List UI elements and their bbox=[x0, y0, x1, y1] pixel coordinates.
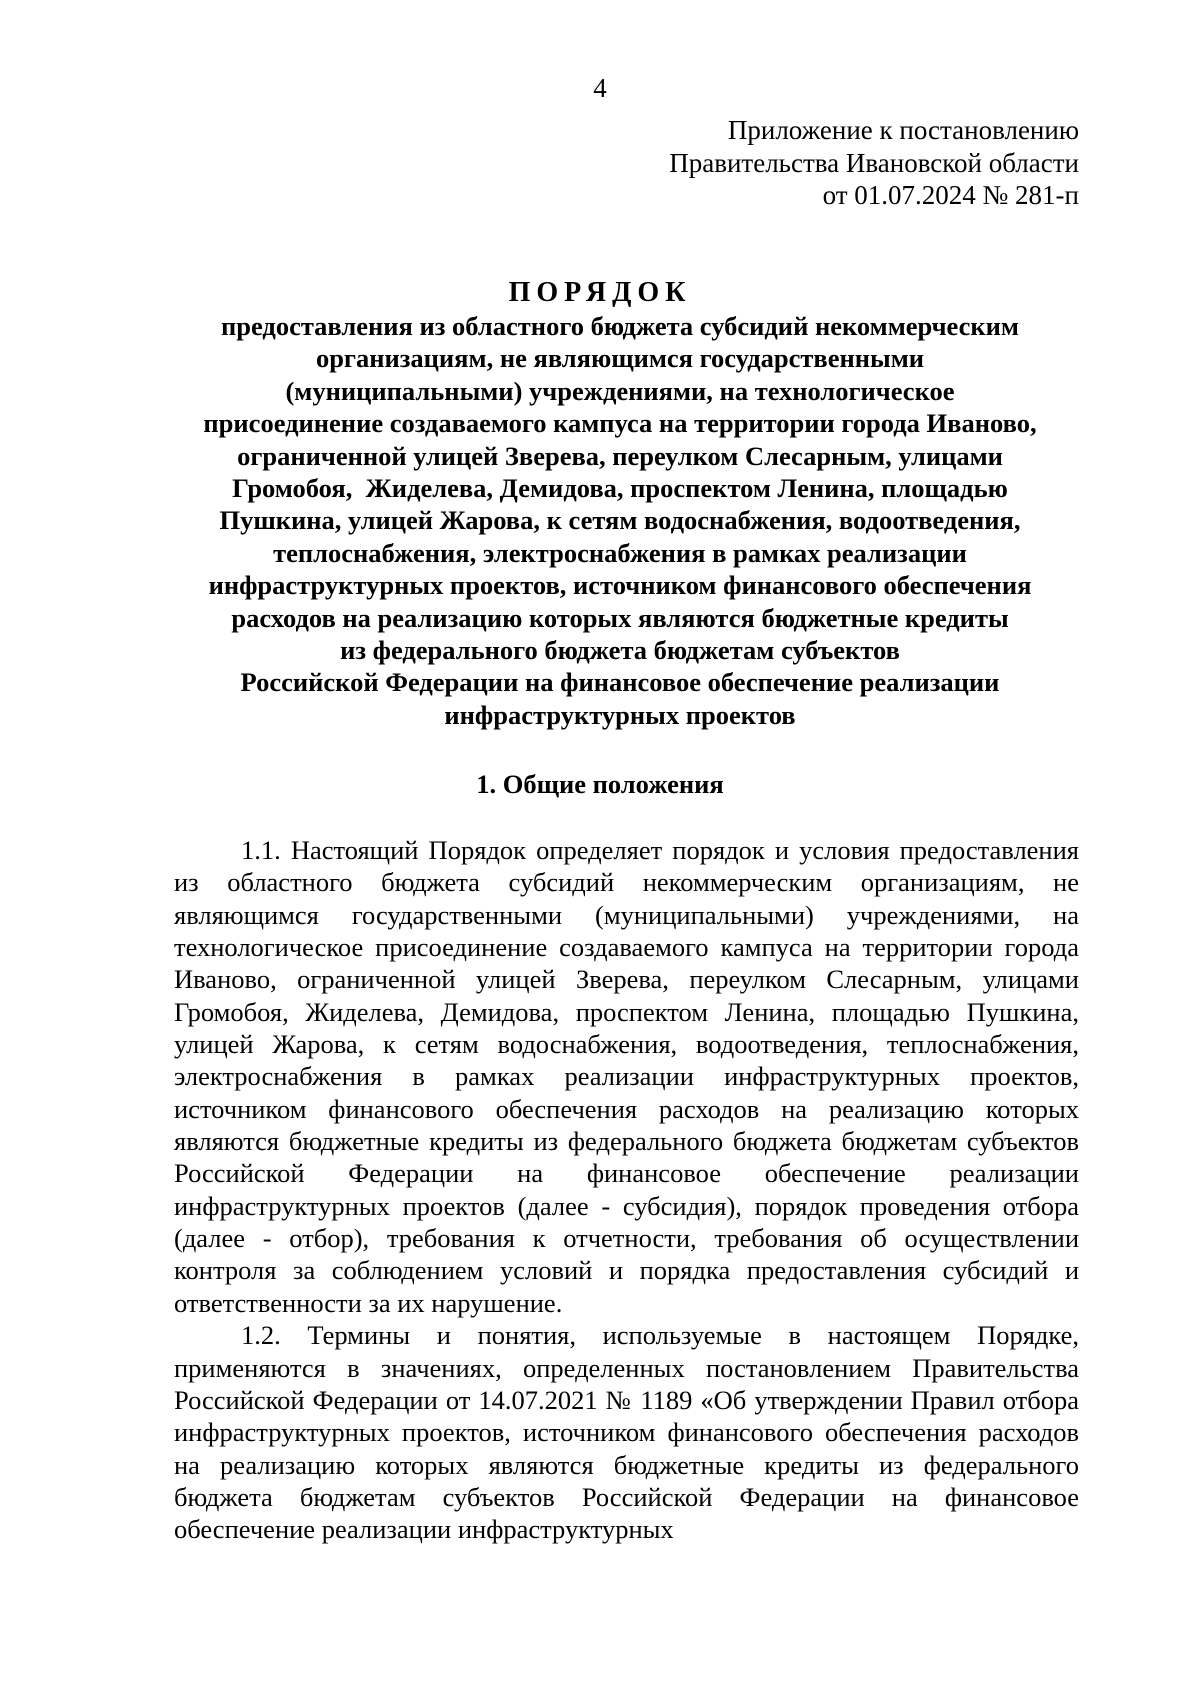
subtitle-line: Пушкина, улицей Жарова, к сетям водоснабжения, водоотведения, bbox=[219, 505, 1021, 536]
subtitle-line: присоединение создаваемого кампуса на территории города Иваново, bbox=[203, 408, 1037, 439]
paragraph-1-1: 1.1. Настоящий Порядок определяет порядок и условия предоставления из областного бюджета субсидий некоммерческим организациям, не являющимся государственными (муниципальными) учреждениями, на технологическое присоединение создаваемого кампуса на территории города Иваново, ограниченной улицей Зверева, переулком Слесарным, улицами Громобоя, Жиделева, Демидова, проспектом Ленина, площадью Пушкина, улицей Жарова, к сетям водоснабжения, водоотведения, теплоснабжения, электроснабжения в рамках реализации инфраструктурных проектов, источником финансового обеспечения расходов на реализацию которых являются бюджетные кредиты из федерального бюджета бюджетам субъектов Российской Федерации на финансовое обеспечение реализации инфраструктурных проектов (далее - субсидия), порядок проведения отбора (далее - отбор), требования к отчетности, требования об осуществлении контроля за соблюдением условий и порядка предоставления субсидий и ответственности за их нарушение. bbox=[174, 835, 1079, 1318]
subtitle-line: организациям, не являющимся государственными bbox=[315, 343, 925, 374]
paragraph-1-2: 1.2. Термины и понятия, используемые в настоящем Порядке, применяются в значениях, определенных постановлением Правительства Российской Федерации от 14.07.2021 № 1189 «Об утверждении Правил отбора инфраструктурных проектов, источником финансового обеспечения расходов на реализацию которых являются бюджетные кредиты из федерального бюджета бюджетам субъектов Российской Федерации на финансовое обеспечение реализации инфраструктурных bbox=[174, 1320, 1079, 1545]
subtitle-line: инфраструктурных проектов bbox=[444, 699, 796, 730]
subtitle-line: расходов на реализацию которых являются бюджетные кредиты bbox=[231, 602, 1009, 633]
appendix-reference bbox=[479, 114, 1079, 212]
subtitle-line: Громобоя, Жиделева, Демидова, проспектом Ленина, площадью bbox=[232, 473, 1008, 504]
section-body bbox=[174, 834, 1079, 1546]
subtitle-line: (муниципальными) учреждениями, на технологическое bbox=[285, 375, 955, 406]
subtitle-line: Российской Федерации на финансовое обеспечение реализации bbox=[240, 667, 1000, 698]
subtitle-line: теплоснабжения, электроснабжения в рамках реализации bbox=[273, 537, 967, 568]
subtitle-line: инфраструктурных проектов, источником финансового обеспечения bbox=[208, 570, 1032, 601]
appendix-line: от 01.07.2024 № 281-п bbox=[822, 180, 1079, 210]
document-subtitle bbox=[160, 310, 1080, 731]
subtitle-line: из федерального бюджета бюджетам субъектов bbox=[340, 635, 900, 666]
subtitle-line: предоставления из областного бюджета субсидий некоммерческим bbox=[221, 311, 1019, 341]
section-heading: 1. Общие положения bbox=[476, 769, 724, 799]
appendix-line: Приложение к постановлению bbox=[727, 115, 1079, 145]
subtitle-line: ограниченной улицей Зверева, переулком Слесарным, улицами bbox=[237, 440, 1003, 471]
appendix-line: Правительства Ивановской области bbox=[669, 147, 1079, 178]
document-title: ПОРЯДОК bbox=[508, 277, 692, 308]
page-number: 4 bbox=[593, 73, 607, 103]
